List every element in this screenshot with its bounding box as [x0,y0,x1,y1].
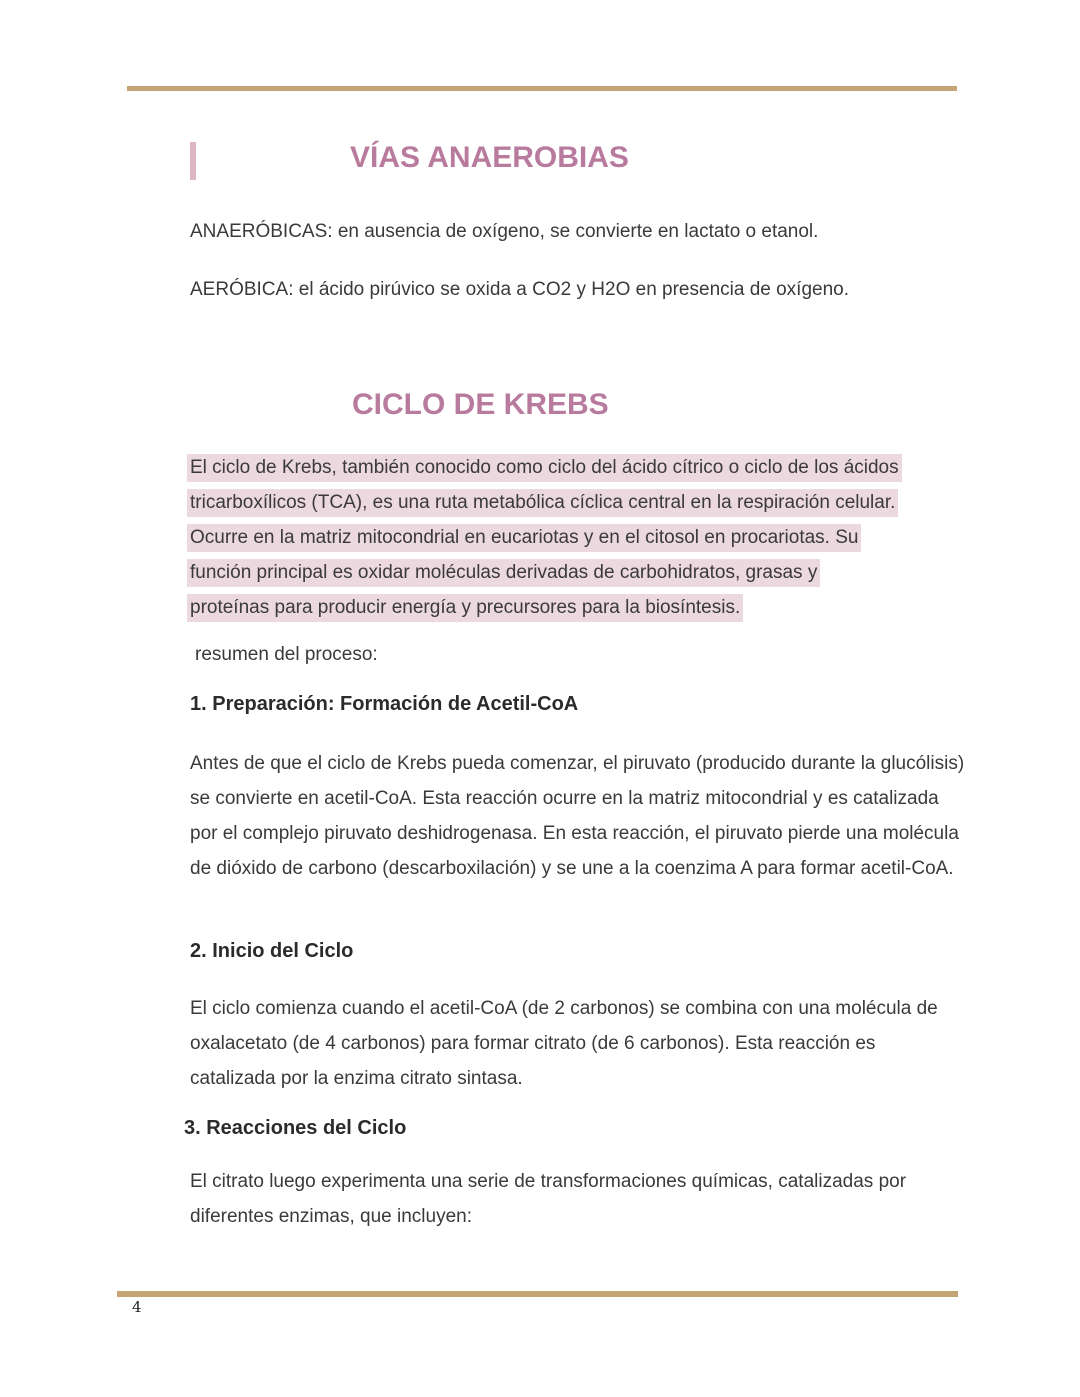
section-title-vias-anaerobias: VÍAS ANAEROBIAS [350,141,629,174]
step-3-heading: 3. Reacciones del Ciclo [184,1117,407,1139]
highlighted-line: El ciclo de Krebs, también conocido como ciclo del ácido cítrico o ciclo de los ácidos [190,450,965,485]
step-2-heading: 2. Inicio del Ciclo [190,940,354,962]
step-1-heading: 1. Preparación: Formación de Acetil-CoA [190,693,579,715]
step-1-paragraph: Antes de que el ciclo de Krebs pueda comenzar, el piruvato (producido durante la glucólisis) se convierte en acetil-CoA. Esta reacción ocurre en la matriz mitocondrial y es catalizada por el complejo piruvato deshidrogenasa. En esta reacción, el piruvato pierde una molécula de dióxido de carbono (descarboxilación) y se une a la coenzima A para formar acetil-CoA. [190,753,965,879]
top-rule [127,86,957,91]
highlighted-line: proteínas para producir energía y precursores para la biosíntesis. [190,590,965,625]
paragraph-anaerobicas: ANAERÓBICAS: en ausencia de oxígeno, se convierte en lactato o etanol. [190,221,819,242]
page-number: 4 [132,1298,142,1316]
highlighted-paragraph [190,450,965,625]
highlighted-line: Ocurre en la matriz mitocondrial en eucariotas y en el citosol en procariotas. Su [190,520,965,555]
intro-line: resumen del proceso: [195,644,378,665]
step-2-paragraph: El ciclo comienza cuando el acetil-CoA (de 2 carbonos) se combina con una molécula de oxalacetato (de 4 carbonos) para formar citrato (de 6 carbonos). Esta reacción es catalizada por la enzima citrato sintasa. [190,998,938,1089]
bottom-rule [117,1291,958,1297]
paragraph-aerobica: AERÓBICA: el ácido pirúvico se oxida a CO2 y H2O en presencia de oxígeno. [190,279,850,300]
section-title-ciclo-de-krebs: CICLO DE KREBS [352,388,609,421]
highlighted-line: tricarboxílicos (TCA), es una ruta metabólica cíclica central en la respiración celular. [190,485,965,520]
highlighted-line: función principal es oxidar moléculas derivadas de carbohidratos, grasas y [190,555,965,590]
step-3-paragraph: El citrato luego experimenta una serie de transformaciones químicas, catalizadas por diferentes enzimas, que incluyen: [190,1171,907,1227]
title-accent-bar [190,142,196,180]
